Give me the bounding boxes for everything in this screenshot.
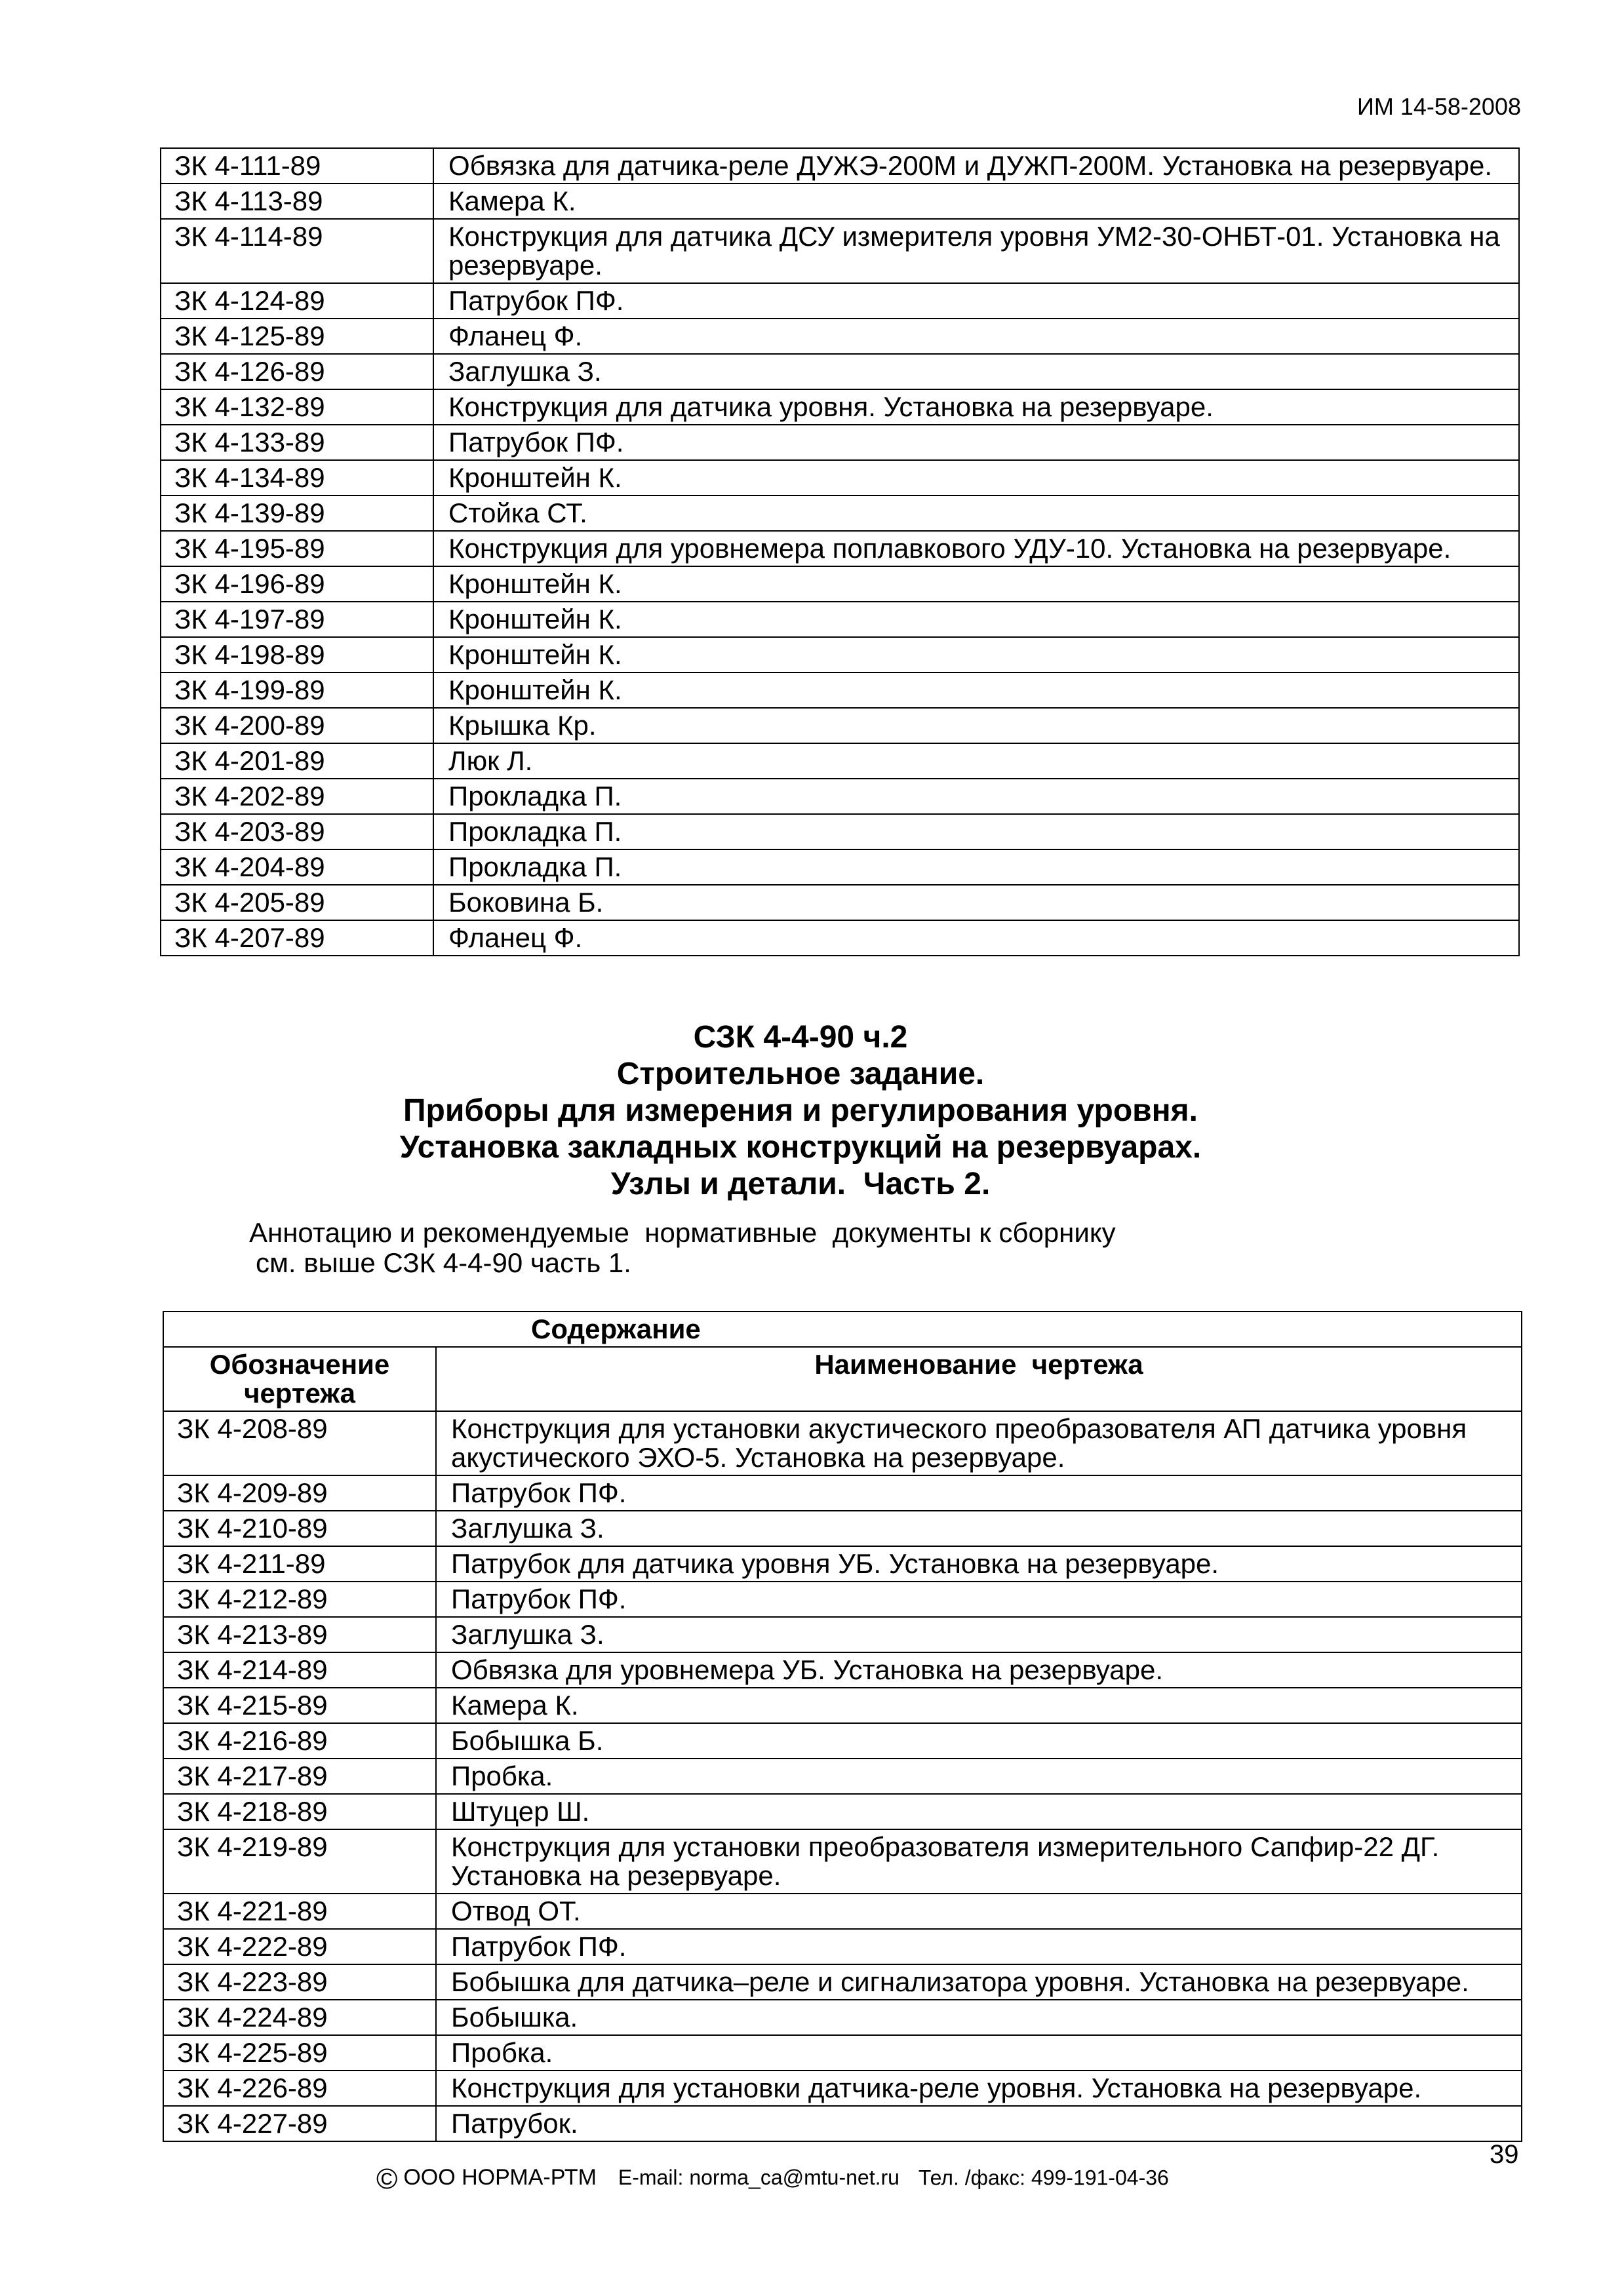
drawing-code: ЗК 4-226-89 [163, 2071, 436, 2106]
drawing-title: Бобышка. [436, 2000, 1522, 2035]
table-row [163, 1794, 1522, 1829]
table-row [161, 354, 1519, 389]
drawing-title: Конструкция для датчика ДСУ измерителя уровня УМ2-30-ОНБТ-01. Установка на резервуаре. [433, 219, 1519, 283]
drawing-code: ЗК 4-216-89 [163, 1723, 436, 1759]
drawing-title: Отвод ОТ. [436, 1894, 1522, 1929]
drawing-code: ЗК 4-225-89 [163, 2035, 436, 2071]
drawing-code: ЗК 4-134-89 [161, 460, 433, 496]
drawing-title: Патрубок ПФ. [436, 1475, 1522, 1511]
table-row [163, 1688, 1522, 1723]
drawing-code: ЗК 4-197-89 [161, 602, 433, 637]
drawing-title: Кронштейн К. [433, 602, 1519, 637]
drawing-title: Камера К. [436, 1688, 1522, 1723]
drawing-title: Стойка СТ. [433, 496, 1519, 531]
drawing-code: ЗК 4-210-89 [163, 1511, 436, 1546]
drawing-title: Конструкция для датчика уровня. Установка на резервуаре. [433, 389, 1519, 425]
section-title-line: Приборы для измерения и регулирования уровня. [403, 1093, 1198, 1128]
drawing-title: Патрубок для датчика уровня УБ. Установка на резервуаре. [436, 1546, 1522, 1582]
section-title-line: Строительное задание. [616, 1057, 985, 1091]
drawing-title: Кронштейн К. [433, 672, 1519, 708]
drawing-title: Бобышка Б. [436, 1723, 1522, 1759]
drawing-title: Конструкция для установки акустического преобразователя АП датчика уровня акустического ЭХО-5. Установка на резервуаре. [436, 1411, 1522, 1475]
page-footer [376, 2163, 1169, 2196]
drawing-title: Заглушка З. [433, 354, 1519, 389]
drawing-title: Бобышка для датчика–реле и сигнализатора уровня. Установка на резервуаре. [436, 1964, 1522, 2000]
drawing-title: Пробка. [436, 2035, 1522, 2071]
table-row [161, 283, 1519, 319]
drawing-title: Прокладка П. [433, 849, 1519, 885]
table-row [161, 779, 1519, 814]
drawing-title: Конструкция для уровнемера поплавкового УДУ-10. Установка на резервуаре. [433, 531, 1519, 566]
drawing-title: Обвязка для уровнемера УБ. Установка на резервуаре. [436, 1652, 1522, 1688]
table-row [163, 1546, 1522, 1582]
drawing-title: Патрубок. [436, 2106, 1522, 2141]
drawing-title: Патрубок ПФ. [433, 283, 1519, 319]
drawing-code: ЗК 4-213-89 [163, 1617, 436, 1652]
drawing-code: ЗК 4-132-89 [161, 389, 433, 425]
footer-email: E-mail: norma_ca@mtu-net.ru [618, 2166, 899, 2190]
table-row [163, 1652, 1522, 1688]
table-row [161, 637, 1519, 672]
table-row [163, 1929, 1522, 1964]
drawing-title: Кронштейн К. [433, 460, 1519, 496]
drawings-table-part1-body [161, 148, 1519, 956]
table-row [161, 885, 1519, 920]
drawings-table-part2-body [163, 1411, 1522, 2141]
column-header-code: Обозначение чертежа [163, 1347, 436, 1411]
table-row [163, 1511, 1522, 1546]
table-row [163, 1582, 1522, 1617]
drawing-code: ЗК 4-211-89 [163, 1546, 436, 1582]
table-caption-row [163, 1312, 1522, 1347]
drawing-code: ЗК 4-208-89 [163, 1411, 436, 1475]
section-title-line: Установка закладных конструкций на резервуарах. [399, 1130, 1202, 1165]
table-row [163, 2106, 1522, 2141]
drawing-code: ЗК 4-114-89 [161, 219, 433, 283]
drawing-title: Конструкция для установки преобразователя измерительного Сапфир-22 ДГ. Установка на резервуаре. [436, 1829, 1522, 1894]
section-title-code: СЗК 4-4-90 ч.2 [693, 1020, 908, 1055]
drawing-code: ЗК 4-125-89 [161, 319, 433, 354]
table-row [161, 389, 1519, 425]
table-row [161, 672, 1519, 708]
drawing-title: Обвязка для датчика-реле ДУЖЭ-200М и ДУЖП-200М. Установка на резервуаре. [433, 148, 1519, 184]
table-row [161, 219, 1519, 283]
drawings-table-part2 [163, 1311, 1522, 2142]
drawing-code: ЗК 4-205-89 [161, 885, 433, 920]
drawing-code: ЗК 4-124-89 [161, 283, 433, 319]
drawing-code: ЗК 4-196-89 [161, 566, 433, 602]
drawing-title: Заглушка З. [436, 1617, 1522, 1652]
page-number: 39 [1490, 2140, 1519, 2169]
drawing-title: Фланец Ф. [433, 319, 1519, 354]
table-row [161, 496, 1519, 531]
drawing-code: ЗК 4-214-89 [163, 1652, 436, 1688]
footer-phone: Тел. /факс: 499-191-04-36 [918, 2166, 1169, 2190]
drawing-code: ЗК 4-218-89 [163, 1794, 436, 1829]
drawing-code: ЗК 4-204-89 [161, 849, 433, 885]
drawing-title: Патрубок ПФ. [436, 1929, 1522, 1964]
table-row [163, 2071, 1522, 2106]
drawing-code: ЗК 4-126-89 [161, 354, 433, 389]
drawing-code: ЗК 4-113-89 [161, 184, 433, 219]
document-code: ИМ 14-58-2008 [1356, 93, 1521, 120]
drawing-code: ЗК 4-224-89 [163, 2000, 436, 2035]
table-row [161, 708, 1519, 743]
drawing-code: ЗК 4-198-89 [161, 637, 433, 672]
drawing-code: ЗК 4-202-89 [161, 779, 433, 814]
table-row [161, 319, 1519, 354]
drawing-code: ЗК 4-111-89 [161, 148, 433, 184]
table-row [161, 743, 1519, 779]
drawing-title: Заглушка З. [436, 1511, 1522, 1546]
drawing-code: ЗК 4-199-89 [161, 672, 433, 708]
drawing-code: ЗК 4-219-89 [163, 1829, 436, 1894]
drawing-title: Камера К. [433, 184, 1519, 219]
drawing-code: ЗК 4-215-89 [163, 1688, 436, 1723]
drawing-code: ЗК 4-222-89 [163, 1929, 436, 1964]
drawing-title: Кронштейн К. [433, 637, 1519, 672]
table-row [163, 1723, 1522, 1759]
drawing-title: Прокладка П. [433, 779, 1519, 814]
drawing-code: ЗК 4-227-89 [163, 2106, 436, 2141]
drawing-code: ЗК 4-209-89 [163, 1475, 436, 1511]
drawing-code: ЗК 4-201-89 [161, 743, 433, 779]
table-row [161, 148, 1519, 184]
drawing-title: Прокладка П. [433, 814, 1519, 849]
table-row [163, 1411, 1522, 1475]
drawing-code: ЗК 4-133-89 [161, 425, 433, 460]
drawing-code: ЗК 4-221-89 [163, 1894, 436, 1929]
drawing-code: ЗК 4-217-89 [163, 1759, 436, 1794]
drawing-title: Крышка Кр. [433, 708, 1519, 743]
table-row [163, 1759, 1522, 1794]
drawing-title: Конструкция для установки датчика-реле уровня. Установка на резервуаре. [436, 2071, 1522, 2106]
annotation-line: Аннотацию и рекомендуемые нормативные документы к сборнику [249, 1217, 1116, 1248]
column-header-title: Наименование чертежа [436, 1347, 1522, 1411]
table-row [161, 849, 1519, 885]
drawing-title: Боковина Б. [433, 885, 1519, 920]
drawing-code: ЗК 4-212-89 [163, 1582, 436, 1617]
drawing-title: Штуцер Ш. [436, 1794, 1522, 1829]
drawing-code: ЗК 4-195-89 [161, 531, 433, 566]
table-row [163, 2035, 1522, 2071]
table-row [163, 1894, 1522, 1929]
table-row [161, 814, 1519, 849]
drawing-title: Пробка. [436, 1759, 1522, 1794]
table-row [161, 920, 1519, 956]
table-row [163, 1617, 1522, 1652]
table-row [161, 184, 1519, 219]
annotation [249, 1218, 1116, 1278]
drawing-code: ЗК 4-207-89 [161, 920, 433, 956]
drawing-code: ЗК 4-223-89 [163, 1964, 436, 2000]
drawing-title: Патрубок ПФ. [433, 425, 1519, 460]
table-row [161, 602, 1519, 637]
table-row [161, 531, 1519, 566]
section-title-line: Узлы и детали. Часть 2. [610, 1167, 991, 1201]
table-row [163, 2000, 1522, 2035]
table-row [163, 1475, 1522, 1511]
annotation-line: см. выше СЗК 4-4-90 часть 1. [256, 1247, 631, 1278]
drawing-title: Люк Л. [433, 743, 1519, 779]
table-row [161, 460, 1519, 496]
table-caption: Содержание [163, 1312, 1522, 1347]
drawing-title: Фланец Ф. [433, 920, 1519, 956]
drawing-code: ЗК 4-203-89 [161, 814, 433, 849]
section-heading [0, 1019, 1601, 1203]
drawing-title: Патрубок ПФ. [436, 1582, 1522, 1617]
table-row [163, 1829, 1522, 1894]
drawings-table-part1 [160, 147, 1520, 956]
table-row [161, 425, 1519, 460]
table-row [161, 566, 1519, 602]
table-row [163, 1964, 1522, 2000]
copyright-icon: © [376, 2163, 398, 2195]
drawing-code: ЗК 4-139-89 [161, 496, 433, 531]
table-header-row [163, 1347, 1522, 1411]
footer-company: ООО НОРМА-РТМ [403, 2165, 597, 2190]
drawing-title: Кронштейн К. [433, 566, 1519, 602]
drawing-code: ЗК 4-200-89 [161, 708, 433, 743]
